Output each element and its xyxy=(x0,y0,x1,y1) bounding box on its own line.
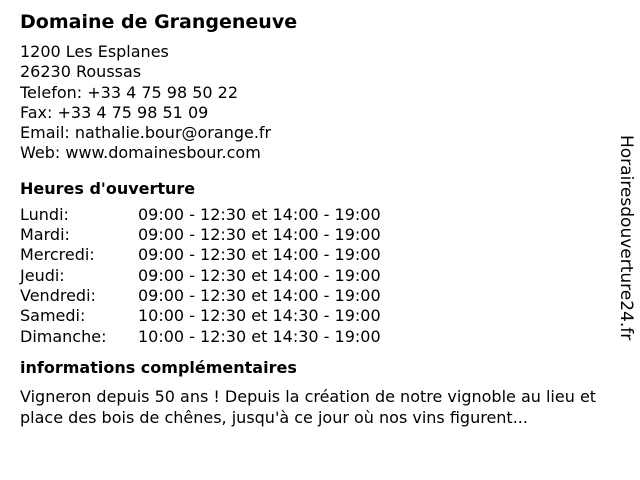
hours-table xyxy=(20,205,381,347)
day-label: Mardi: xyxy=(20,225,70,245)
day-label: Jeudi: xyxy=(20,265,65,285)
phone-line: Telefon: +33 4 75 98 50 22 xyxy=(20,82,239,102)
time-range: 10:00 - 12:30 et 14:30 - 19:00 xyxy=(138,306,381,326)
site-watermark: Horairesdouverture24.fr xyxy=(616,135,636,341)
info-heading: informations complémentaires xyxy=(20,357,297,377)
hours-row-tuesday xyxy=(20,225,381,245)
fax-line: Fax: +33 4 75 98 51 09 xyxy=(20,102,209,122)
hours-row-thursday xyxy=(20,266,381,286)
time-range: 09:00 - 12:30 et 14:00 - 19:00 xyxy=(138,285,381,305)
day-label: Dimanche: xyxy=(20,326,107,346)
time-range: 09:00 - 12:30 et 14:00 - 19:00 xyxy=(138,204,381,224)
contact-block xyxy=(20,42,610,164)
email-line: Email: nathalie.bour@orange.fr xyxy=(20,123,272,143)
business-name: Domaine de Grangeneuve xyxy=(20,11,298,33)
info-description: Vigneron depuis 50 ans ! Depuis la création de notre vignoble au lieu et place des bois de chênes, jusqu'à ce jour où nos vins figurent... xyxy=(20,386,597,427)
hours-row-sunday xyxy=(20,327,381,347)
hours-heading: Heures d'ouverture xyxy=(20,178,196,198)
hours-row-wednesday xyxy=(20,245,381,265)
address-line-street: 1200 Les Esplanes xyxy=(20,42,169,61)
hours-row-friday xyxy=(20,286,381,306)
day-label: Vendredi: xyxy=(20,285,96,305)
day-label: Mercredi: xyxy=(20,245,95,265)
hours-row-monday xyxy=(20,205,381,225)
hours-row-saturday xyxy=(20,306,381,326)
time-range: 09:00 - 12:30 et 14:00 - 19:00 xyxy=(138,265,381,285)
time-range: 09:00 - 12:30 et 14:00 - 19:00 xyxy=(138,225,381,245)
day-label: Lundi: xyxy=(20,204,69,224)
business-card xyxy=(20,10,610,428)
time-range: 09:00 - 12:30 et 14:00 - 19:00 xyxy=(138,245,381,265)
address-line-city: 26230 Roussas xyxy=(20,62,142,82)
time-range: 10:00 - 12:30 et 14:30 - 19:00 xyxy=(138,326,381,346)
web-line: Web: www.domainesbour.com xyxy=(20,143,261,163)
day-label: Samedi: xyxy=(20,306,86,326)
